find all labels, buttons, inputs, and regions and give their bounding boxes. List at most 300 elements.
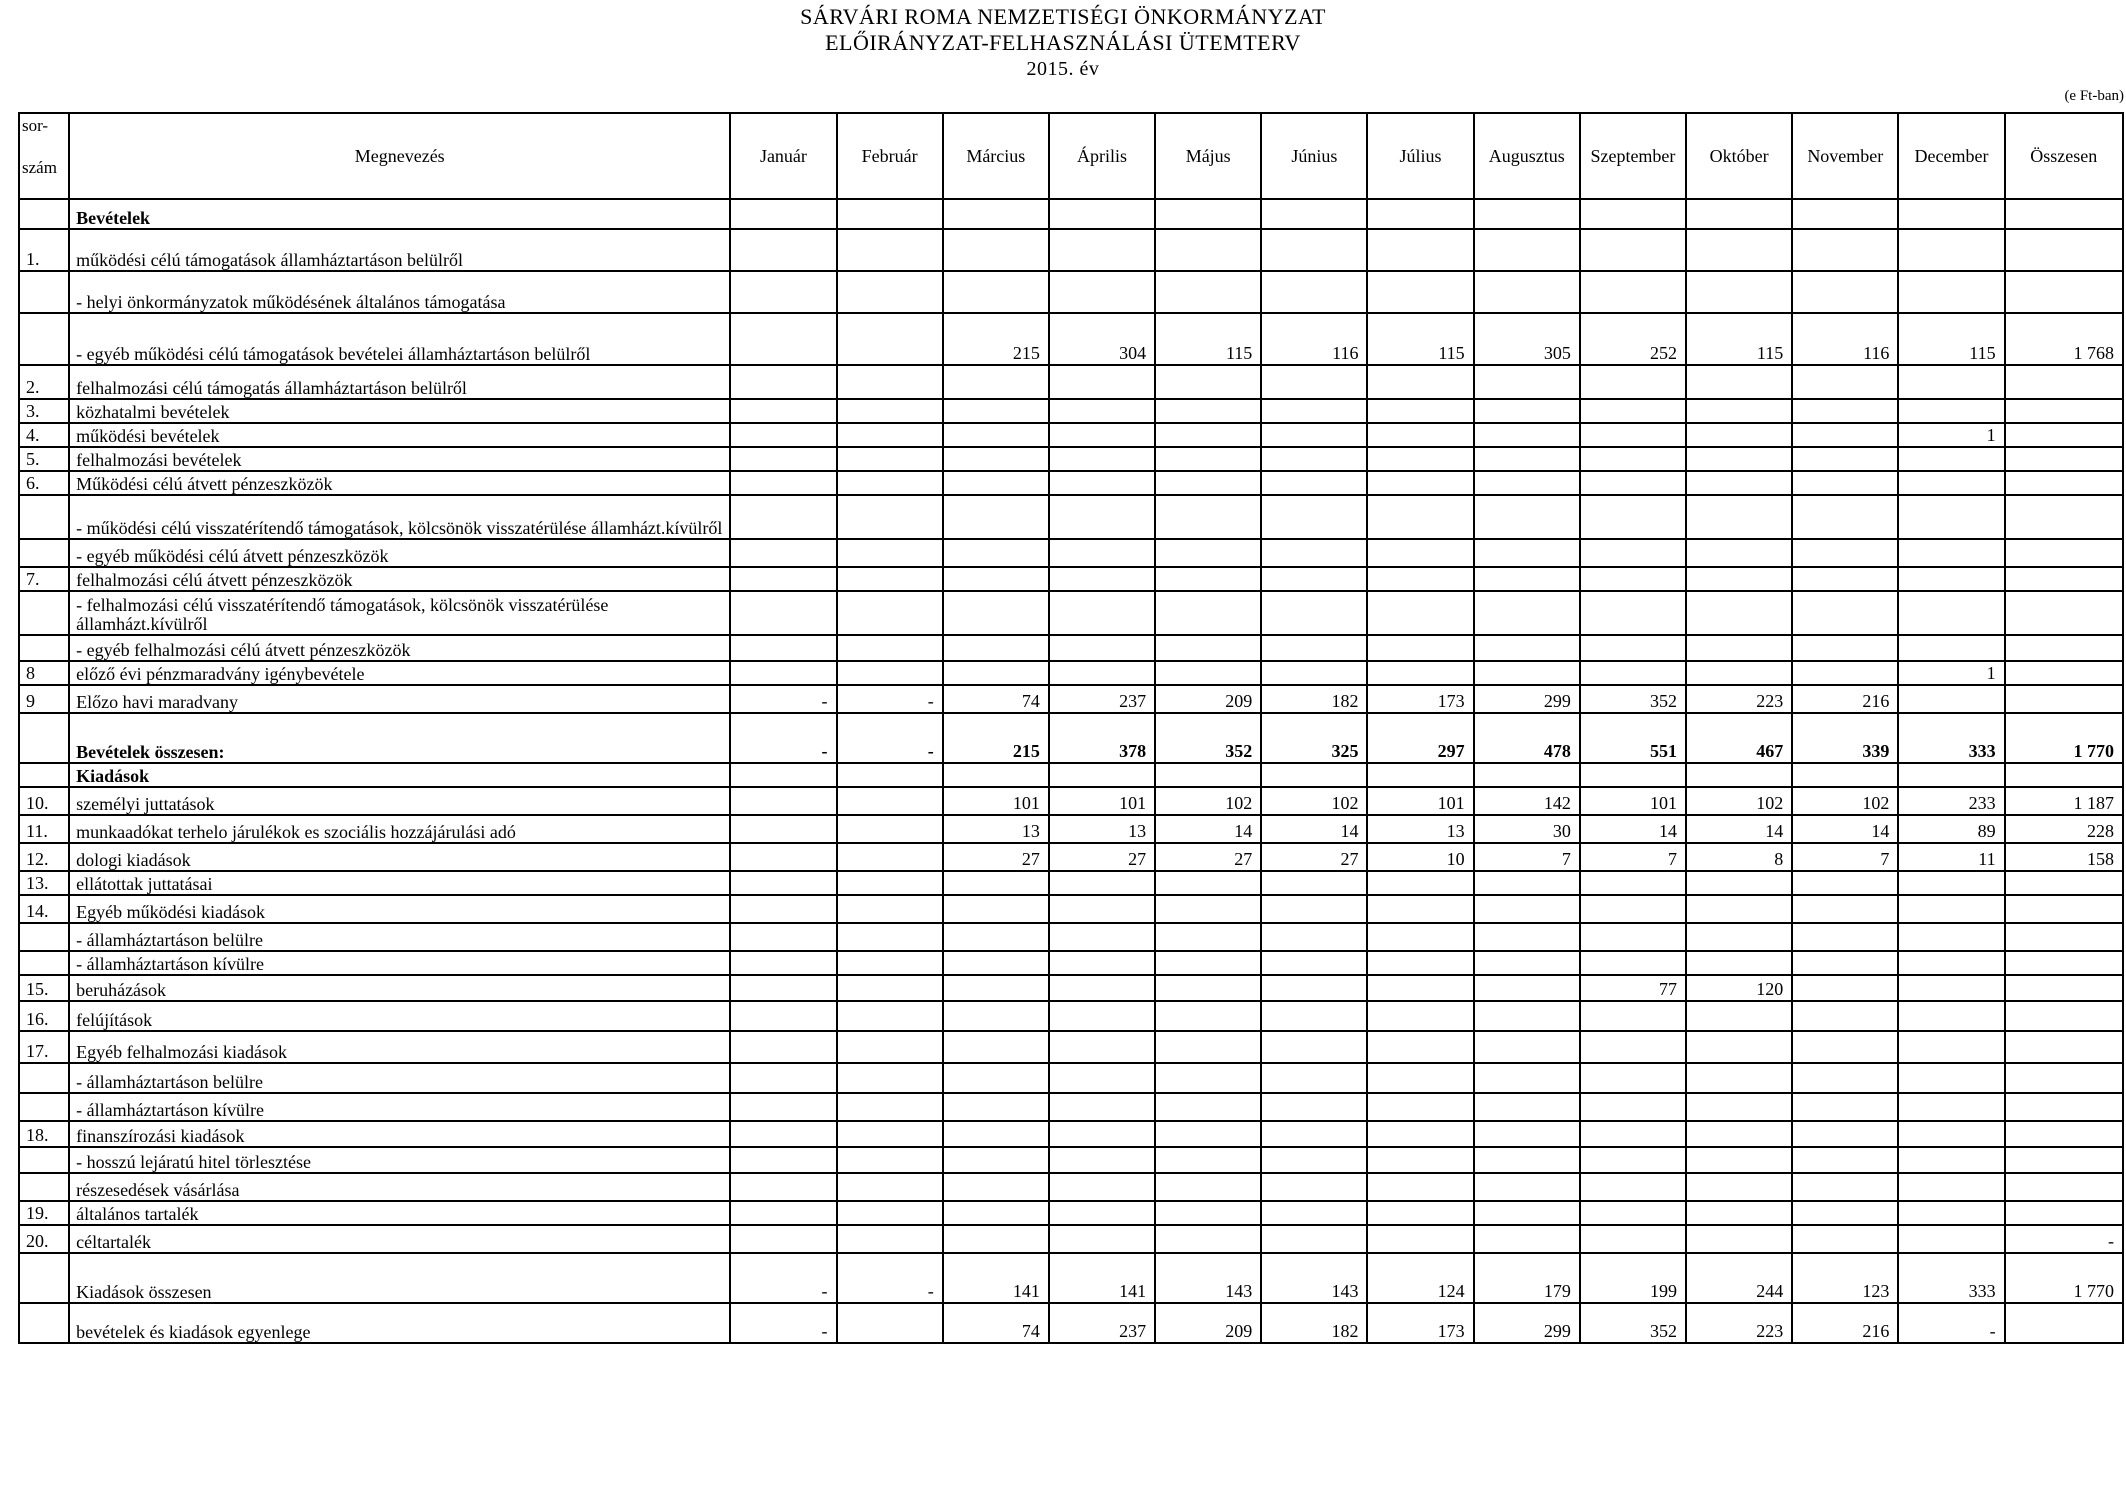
month-value-cell: [943, 1031, 1049, 1063]
month-value-cell: [1155, 229, 1261, 271]
row-number: 14.: [19, 895, 69, 923]
org-name: SÁRVÁRI ROMA NEMZETISÉGI ÖNKORMÁNYZAT: [800, 4, 1326, 29]
row-number: 10.: [19, 787, 69, 815]
month-value-cell: [1474, 661, 1580, 685]
month-value-cell: [1898, 685, 2004, 713]
month-value-cell: [1792, 1121, 1898, 1147]
month-value-cell: 209: [1155, 1303, 1261, 1343]
table-row: [19, 313, 2123, 365]
table-row: [19, 815, 2123, 843]
month-value-cell: [730, 975, 836, 1001]
row-number: [19, 951, 69, 975]
month-value-cell: [1261, 1201, 1367, 1225]
month-value-cell: 10: [1367, 843, 1473, 871]
month-value-cell: [837, 923, 943, 951]
month-value-cell: [943, 1001, 1049, 1031]
row-number: 7.: [19, 567, 69, 591]
row-total-cell: [2005, 1173, 2123, 1201]
month-value-cell: [1049, 871, 1155, 895]
month-value-cell: [1792, 471, 1898, 495]
month-value-cell: [943, 1173, 1049, 1201]
month-value-cell: [1155, 1147, 1261, 1173]
month-value-cell: [1261, 495, 1367, 539]
month-value-cell: [1367, 1173, 1473, 1201]
month-value-cell: [1049, 399, 1155, 423]
month-value-cell: [1155, 471, 1261, 495]
row-label: Előzo havi maradvany: [69, 685, 730, 713]
month-value-cell: [1686, 1031, 1792, 1063]
month-value-cell: [1155, 1225, 1261, 1253]
table-row: [19, 1001, 2123, 1031]
month-value-cell: 551: [1580, 713, 1686, 763]
month-value-cell: 101: [1049, 787, 1155, 815]
month-value-cell: [837, 365, 943, 399]
month-value-cell: [1792, 895, 1898, 923]
row-label: Működési célú átvett pénzeszközök: [69, 471, 730, 495]
month-value-cell: [1155, 763, 1261, 787]
month-value-cell: [837, 661, 943, 685]
month-value-cell: [1474, 1063, 1580, 1093]
month-value-cell: 325: [1261, 713, 1367, 763]
month-value-cell: [1261, 539, 1367, 567]
month-value-cell: [1474, 399, 1580, 423]
row-label: felhalmozási célú átvett pénzeszközök: [69, 567, 730, 591]
month-value-cell: [943, 635, 1049, 661]
month-value-cell: [1686, 365, 1792, 399]
month-value-cell: [1261, 635, 1367, 661]
row-total-cell: [2005, 1303, 2123, 1343]
row-number: 2.: [19, 365, 69, 399]
month-value-cell: [1898, 271, 2004, 313]
row-label: felhalmozási bevételek: [69, 447, 730, 471]
month-value-cell: 333: [1898, 713, 2004, 763]
month-value-cell: [1155, 399, 1261, 423]
month-value-cell: [1580, 923, 1686, 951]
row-total-cell: [2005, 923, 2123, 951]
month-value-cell: [1367, 871, 1473, 895]
month-value-cell: [837, 1147, 943, 1173]
month-value-cell: [1474, 495, 1580, 539]
row-label: - egyéb felhalmozási célú átvett pénzeszközök: [69, 635, 730, 661]
month-value-cell: [1792, 447, 1898, 471]
table-row: [19, 713, 2123, 763]
month-value-cell: -: [730, 713, 836, 763]
month-value-cell: [1792, 1173, 1898, 1201]
month-value-cell: [943, 591, 1049, 635]
row-label: - egyéb működési célú támogatások bevételei államháztartáson belülről: [69, 313, 730, 365]
row-total-cell: [2005, 975, 2123, 1001]
month-value-cell: 101: [1367, 787, 1473, 815]
month-value-cell: [1367, 975, 1473, 1001]
month-value-cell: [1474, 471, 1580, 495]
month-value-cell: [1898, 399, 2004, 423]
table-row: [19, 635, 2123, 661]
month-value-cell: [730, 1147, 836, 1173]
month-value-cell: [1792, 975, 1898, 1001]
month-value-cell: 299: [1474, 1303, 1580, 1343]
month-value-cell: [837, 313, 943, 365]
month-value-cell: [1261, 271, 1367, 313]
document-title: ELŐIRÁNYZAT-FELHASZNÁLÁSI ÜTEMTERV: [825, 30, 1301, 55]
month-value-cell: [1898, 539, 2004, 567]
month-value-cell: [943, 567, 1049, 591]
month-value-cell: [1580, 447, 1686, 471]
month-value-cell: 182: [1261, 1303, 1367, 1343]
row-number: [19, 313, 69, 365]
month-value-cell: 30: [1474, 815, 1580, 843]
month-value-cell: -: [1898, 1303, 2004, 1343]
month-value-cell: [1367, 1225, 1473, 1253]
table-row: [19, 951, 2123, 975]
row-number: 5.: [19, 447, 69, 471]
month-value-cell: [1580, 539, 1686, 567]
table-row: [19, 843, 2123, 871]
month-value-cell: [1686, 1173, 1792, 1201]
month-value-cell: [1474, 423, 1580, 447]
month-value-cell: [1261, 763, 1367, 787]
month-value-cell: 13: [1049, 815, 1155, 843]
month-value-cell: [730, 843, 836, 871]
month-value-cell: [1261, 951, 1367, 975]
month-value-cell: [730, 591, 836, 635]
month-value-cell: [1367, 591, 1473, 635]
month-value-cell: -: [837, 685, 943, 713]
month-value-cell: 179: [1474, 1253, 1580, 1303]
month-value-cell: [1155, 975, 1261, 1001]
sor-header-bottom: szám: [22, 158, 57, 177]
month-value-cell: 13: [943, 815, 1049, 843]
month-value-cell: [1261, 591, 1367, 635]
month-value-cell: [730, 951, 836, 975]
row-total-cell: [2005, 1093, 2123, 1121]
month-value-cell: 7: [1792, 843, 1898, 871]
month-value-cell: [1367, 1001, 1473, 1031]
table-row: [19, 975, 2123, 1001]
month-value-cell: 27: [1155, 843, 1261, 871]
month-value-cell: [1898, 895, 2004, 923]
month-value-cell: [837, 591, 943, 635]
month-value-cell: 101: [1580, 787, 1686, 815]
month-value-cell: [1686, 1225, 1792, 1253]
row-label: dologi kiadások: [69, 843, 730, 871]
month-value-cell: [943, 975, 1049, 1001]
month-header: Február: [837, 113, 943, 199]
month-value-cell: 74: [943, 685, 1049, 713]
month-value-cell: [837, 567, 943, 591]
month-value-cell: [1792, 1225, 1898, 1253]
month-value-cell: [1367, 399, 1473, 423]
month-value-cell: [1792, 229, 1898, 271]
month-header: December: [1898, 113, 2004, 199]
month-value-cell: [1580, 1121, 1686, 1147]
month-value-cell: [1686, 199, 1792, 229]
table-row: [19, 229, 2123, 271]
month-value-cell: [1474, 635, 1580, 661]
month-value-cell: 223: [1686, 685, 1792, 713]
month-value-cell: [730, 1031, 836, 1063]
table-row: [19, 199, 2123, 229]
month-value-cell: [1367, 1121, 1473, 1147]
month-value-cell: 237: [1049, 1303, 1155, 1343]
month-value-cell: [943, 271, 1049, 313]
month-value-cell: [837, 815, 943, 843]
row-total-cell: [2005, 399, 2123, 423]
row-number: [19, 495, 69, 539]
month-value-cell: [730, 1173, 836, 1201]
month-value-cell: [1792, 1147, 1898, 1173]
month-value-cell: [943, 199, 1049, 229]
row-total-cell: 228: [2005, 815, 2123, 843]
month-header: Július: [1367, 113, 1473, 199]
month-value-cell: [730, 199, 836, 229]
month-value-cell: [1898, 365, 2004, 399]
row-label: beruházások: [69, 975, 730, 1001]
row-number: 20.: [19, 1225, 69, 1253]
table-row: [19, 1303, 2123, 1343]
month-value-cell: [1261, 1063, 1367, 1093]
month-value-cell: [1155, 1031, 1261, 1063]
row-number: [19, 1173, 69, 1201]
month-value-cell: [837, 229, 943, 271]
month-value-cell: [1474, 199, 1580, 229]
month-value-cell: 124: [1367, 1253, 1473, 1303]
month-value-cell: [1686, 763, 1792, 787]
row-label: Kiadások: [69, 763, 730, 787]
month-value-cell: 7: [1580, 843, 1686, 871]
row-label: munkaadókat terhelo járulékok es szociális hozzájárulási adó: [69, 815, 730, 843]
month-value-cell: [1474, 447, 1580, 471]
month-value-cell: [730, 635, 836, 661]
month-value-cell: [1049, 1225, 1155, 1253]
month-value-cell: [1049, 447, 1155, 471]
row-total-cell: [2005, 271, 2123, 313]
month-value-cell: 173: [1367, 1303, 1473, 1343]
table-row: [19, 423, 2123, 447]
month-value-cell: 223: [1686, 1303, 1792, 1343]
total-header: Összesen: [2005, 113, 2123, 199]
month-value-cell: [1261, 1225, 1367, 1253]
row-number: 9: [19, 685, 69, 713]
month-value-cell: [1580, 1173, 1686, 1201]
month-value-cell: [1580, 1093, 1686, 1121]
month-value-cell: [1898, 635, 2004, 661]
month-value-cell: [943, 871, 1049, 895]
month-value-cell: [1474, 567, 1580, 591]
month-value-cell: [1686, 567, 1792, 591]
month-value-cell: [730, 1201, 836, 1225]
row-total-cell: [2005, 871, 2123, 895]
month-value-cell: 14: [1580, 815, 1686, 843]
sor-header: [19, 113, 69, 199]
row-label: - államháztartáson kívülre: [69, 1093, 730, 1121]
month-value-cell: 27: [943, 843, 1049, 871]
month-value-cell: 297: [1367, 713, 1473, 763]
row-label: Bevételek összesen:: [69, 713, 730, 763]
row-label: előző évi pénzmaradvány igénybevétele: [69, 661, 730, 685]
row-label: - működési célú visszatérítendő támogatások, kölcsönök visszatérülése államházt.kívülről: [69, 495, 730, 539]
month-value-cell: [943, 423, 1049, 447]
month-value-cell: [1898, 951, 2004, 975]
month-value-cell: [1367, 1063, 1473, 1093]
month-value-cell: [1686, 1147, 1792, 1173]
month-value-cell: [1686, 229, 1792, 271]
month-value-cell: [1049, 661, 1155, 685]
month-value-cell: [1580, 229, 1686, 271]
month-value-cell: [1474, 951, 1580, 975]
month-value-cell: [1898, 447, 2004, 471]
table-row: [19, 1063, 2123, 1093]
row-number: [19, 199, 69, 229]
month-value-cell: [1049, 1201, 1155, 1225]
month-value-cell: 141: [943, 1253, 1049, 1303]
month-value-cell: 115: [1898, 313, 2004, 365]
month-value-cell: [837, 843, 943, 871]
month-value-cell: 27: [1261, 843, 1367, 871]
row-label: - felhalmozási célú visszatérítendő támogatások, kölcsönök visszatérülése államházt.kívülről: [69, 591, 730, 635]
month-value-cell: 115: [1155, 313, 1261, 365]
month-value-cell: [1580, 1063, 1686, 1093]
month-value-cell: [837, 271, 943, 313]
row-label: bevételek és kiadások egyenlege: [69, 1303, 730, 1343]
month-value-cell: [1049, 365, 1155, 399]
month-value-cell: [1261, 229, 1367, 271]
month-value-cell: [1261, 1031, 1367, 1063]
month-value-cell: [1261, 1147, 1367, 1173]
month-value-cell: [1580, 1031, 1686, 1063]
table-row: [19, 447, 2123, 471]
month-value-cell: [1792, 1201, 1898, 1225]
month-value-cell: [1367, 895, 1473, 923]
month-value-cell: [1580, 1001, 1686, 1031]
month-value-cell: [1049, 895, 1155, 923]
month-value-cell: [1686, 447, 1792, 471]
month-value-cell: [943, 951, 1049, 975]
month-value-cell: 102: [1261, 787, 1367, 815]
row-label: - hosszú lejáratú hitel törlesztése: [69, 1147, 730, 1173]
month-value-cell: [1049, 1031, 1155, 1063]
month-value-cell: [1898, 1173, 2004, 1201]
month-value-cell: [1049, 1147, 1155, 1173]
month-value-cell: 467: [1686, 713, 1792, 763]
month-value-cell: [1580, 1201, 1686, 1225]
month-value-cell: [1367, 567, 1473, 591]
row-number: [19, 1147, 69, 1173]
month-value-cell: 299: [1474, 685, 1580, 713]
row-label: - államháztartáson belülre: [69, 923, 730, 951]
document-year: 2015. év: [1026, 58, 1100, 80]
month-value-cell: [837, 1303, 943, 1343]
row-total-cell: 158: [2005, 843, 2123, 871]
month-value-cell: [1792, 951, 1898, 975]
month-value-cell: [1367, 423, 1473, 447]
row-total-cell: [2005, 365, 2123, 399]
month-value-cell: [1474, 895, 1580, 923]
row-label: - államháztartáson kívülre: [69, 951, 730, 975]
month-value-cell: [1792, 1093, 1898, 1121]
month-value-cell: 77: [1580, 975, 1686, 1001]
month-value-cell: [1049, 471, 1155, 495]
month-value-cell: [1155, 591, 1261, 635]
month-header: Január: [730, 113, 836, 199]
month-value-cell: 352: [1155, 713, 1261, 763]
month-value-cell: [730, 871, 836, 895]
month-value-cell: [730, 229, 836, 271]
table-row: [19, 787, 2123, 815]
month-value-cell: [1155, 1121, 1261, 1147]
month-value-cell: [1261, 399, 1367, 423]
month-value-cell: [1686, 539, 1792, 567]
month-value-cell: [1367, 951, 1473, 975]
row-total-cell: [2005, 1201, 2123, 1225]
month-header: Április: [1049, 113, 1155, 199]
month-value-cell: [730, 313, 836, 365]
month-value-cell: [1049, 423, 1155, 447]
month-header: Október: [1686, 113, 1792, 199]
table-row: [19, 871, 2123, 895]
table-row: [19, 661, 2123, 685]
row-number: [19, 923, 69, 951]
row-label: felújítások: [69, 1001, 730, 1031]
month-value-cell: [1155, 661, 1261, 685]
month-value-cell: [1155, 567, 1261, 591]
month-value-cell: [1792, 1031, 1898, 1063]
row-number: [19, 591, 69, 635]
month-value-cell: [1474, 1225, 1580, 1253]
month-value-cell: [943, 1201, 1049, 1225]
month-value-cell: [1686, 1001, 1792, 1031]
month-value-cell: [1261, 423, 1367, 447]
month-value-cell: [837, 471, 943, 495]
row-number: 15.: [19, 975, 69, 1001]
month-value-cell: [1367, 661, 1473, 685]
month-value-cell: [1474, 539, 1580, 567]
table-row: [19, 685, 2123, 713]
row-label: Egyéb felhalmozási kiadások: [69, 1031, 730, 1063]
month-value-cell: [1686, 423, 1792, 447]
month-value-cell: [1792, 365, 1898, 399]
month-value-cell: [1049, 635, 1155, 661]
row-label: - egyéb működési célú átvett pénzeszközök: [69, 539, 730, 567]
month-value-cell: [1792, 539, 1898, 567]
month-value-cell: [1261, 1173, 1367, 1201]
month-value-cell: 209: [1155, 685, 1261, 713]
month-value-cell: [1580, 871, 1686, 895]
month-value-cell: [1792, 567, 1898, 591]
month-value-cell: [1686, 271, 1792, 313]
month-value-cell: [730, 787, 836, 815]
table-header-row: [19, 113, 2123, 199]
month-value-cell: [1580, 1225, 1686, 1253]
month-value-cell: [1898, 495, 2004, 539]
month-value-cell: [1367, 923, 1473, 951]
month-value-cell: 8: [1686, 843, 1792, 871]
month-value-cell: [1686, 1093, 1792, 1121]
month-value-cell: [1367, 447, 1473, 471]
month-value-cell: [1261, 895, 1367, 923]
row-label: Bevételek: [69, 199, 730, 229]
month-value-cell: [1049, 951, 1155, 975]
month-value-cell: 215: [943, 713, 1049, 763]
month-value-cell: [1898, 1201, 2004, 1225]
month-value-cell: 102: [1792, 787, 1898, 815]
month-value-cell: [1686, 1201, 1792, 1225]
name-header: Megnevezés: [69, 113, 730, 199]
month-value-cell: [1580, 399, 1686, 423]
month-value-cell: [730, 365, 836, 399]
table-row: [19, 895, 2123, 923]
month-value-cell: [1792, 661, 1898, 685]
month-value-cell: [1686, 951, 1792, 975]
